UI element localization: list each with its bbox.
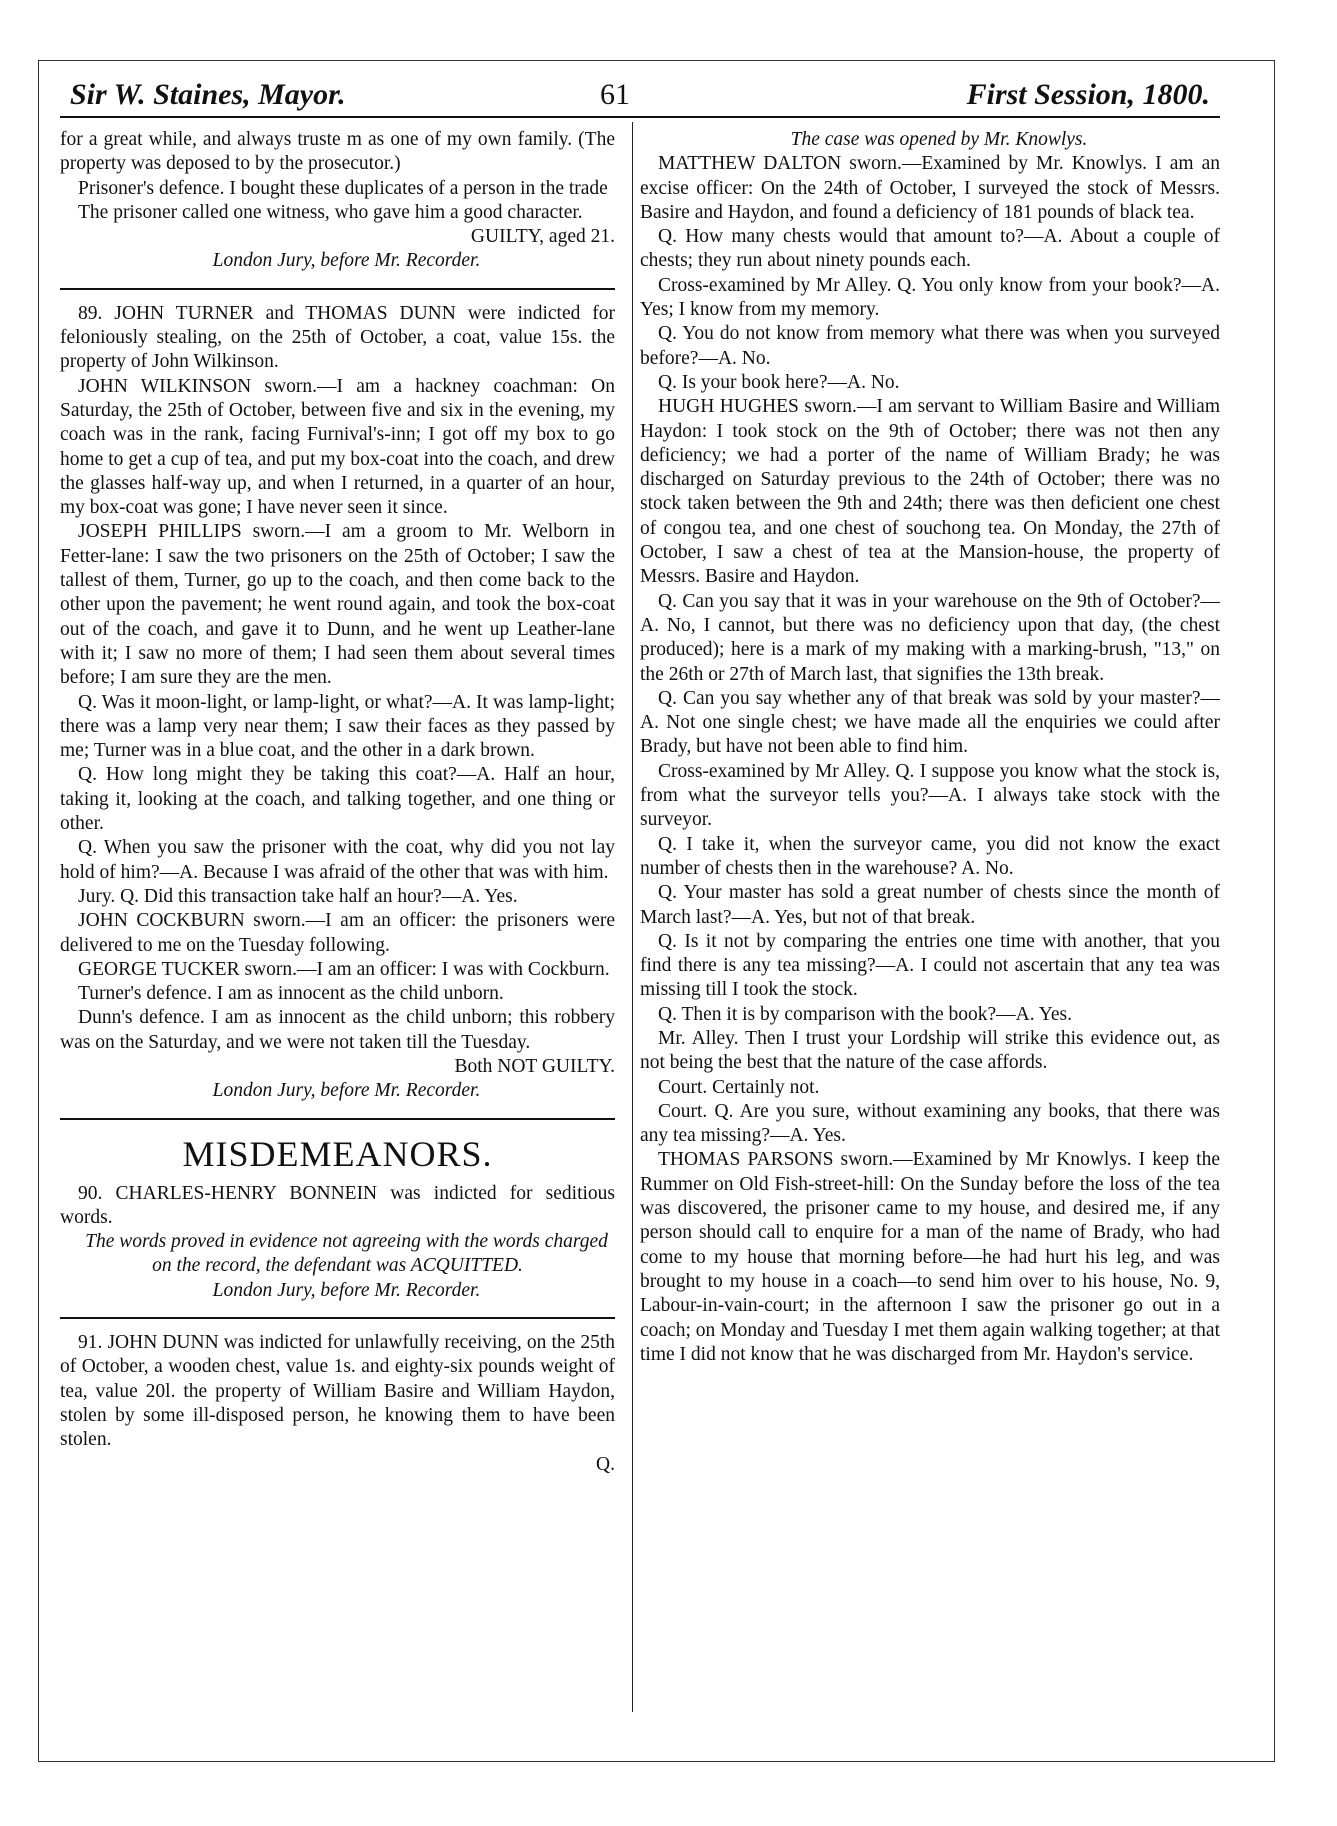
jury-line: London Jury, before Mr. Recorder. xyxy=(212,1279,481,1301)
verdict: Both NOT GUILTY. xyxy=(454,1055,615,1077)
paragraph: The words proved in evidence not agreeing with the words charged on the record, the defendant was ACQUITTED. xyxy=(85,1231,608,1277)
verdict: GUILTY, aged 21. xyxy=(470,226,615,248)
paragraph: Cross-examined by Mr Alley. Q. I suppose you know what the stock is, from what the surveyor tells you?—A. I always take stock with the surveyor. xyxy=(640,760,1220,831)
paragraph: Prisoner's defence. I bought these duplicates of a person in the trade xyxy=(78,177,608,199)
running-header xyxy=(70,78,1210,118)
paragraph: Q. Your master has sold a great number of chests since the month of March last?—A. Yes, but not of that break. xyxy=(640,882,1220,928)
paragraph: JOSEPH PHILLIPS sworn.—I am a groom to Mr. Welborn in Fetter-lane: I saw the two prisoners on the 25th of October; I saw the tallest of them, Turner, go up to the coach, and then come back to the other upon the pavement; he went round again, and took the box-coat out of the coach, and gave it to Dunn, and he went up Leather-lane with it; I saw no more of them; I had seen them about several times before; I am sure they are the men. xyxy=(60,521,615,689)
paragraph: Q. Is it not by comparing the entries one time with another, that you find there is any tea missing?—A. I could not ascertain that any tea was missing till I took the stock. xyxy=(640,930,1220,1001)
paragraph: Q. You do not know from memory what there was when you surveyed before?—A. No. xyxy=(640,323,1220,369)
paragraph: Q. I take it, when the surveyor came, you did not know the exact number of chests then in the warehouse? A. No. xyxy=(640,833,1220,879)
left-column xyxy=(60,128,615,1477)
paragraph: JOHN WILKINSON sworn.—I am a hackney coachman: On Saturday, the 25th of October, between five and six in the evening, my coach was in the rank, facing Furnival's-inn; I got off my box to go home to get a cup of tea, and put my box-coat into the coach, and drew the glasses half-way up, and when I returned, in a quarter of an hour, my box-coat was gone; I have never seen it since. xyxy=(60,375,615,519)
paragraph: Q. Then it is by comparison with the book?—A. Yes. xyxy=(658,1003,1072,1025)
header-rule xyxy=(60,116,1220,118)
section-heading: MISDEMEANORS. xyxy=(182,1133,493,1174)
paragraph: Court. Certainly not. xyxy=(658,1076,820,1098)
case-heading: 90. CHARLES-HENRY BONNEIN was indicted for seditious words. xyxy=(60,1182,615,1228)
case-heading: 91. JOHN DUNN was indicted for unlawfully receiving, on the 25th of October, a wooden chest, value 1s. and eighty-six pounds weight of tea, value 20l. the property of William Basire and William Haydon, stolen by some ill-disposed person, he knowing them to have been stolen. xyxy=(60,1332,615,1451)
paragraph: Q. Was it moon-light, or lamp-light, or what?—A. It was lamp-light; there was a lamp very near them; I saw their faces as they passed by me; Turner was in a blue coat, and the other in a dark brown. xyxy=(60,691,615,762)
paragraph: Q. Is your book here?—A. No. xyxy=(658,371,900,393)
paragraph: The case was opened by Mr. Knowlys. xyxy=(790,129,1088,150)
paragraph: for a great while, and always truste m as one of my own family. (The property was deposed to by the prosecutor.) xyxy=(60,129,615,175)
paragraph: HUGH HUGHES sworn.—I am servant to William Basire and William Haydon: I took stock on the 9th of October; there was not then any deficiency; we had a porter of the name of William Brady; he was discharged on Saturday previous to the 24th of October; there was no stock taken between the 9th and 24th; there was then deficient one chest of congou tea, and one chest of souchong tea. On Monday, the 27th of October, I saw a chest of tea at the Mansion-house, the property of Messrs. Basire and Haydon. xyxy=(640,396,1220,588)
jury-line: London Jury, before Mr. Recorder. xyxy=(212,1080,481,1102)
section-rule xyxy=(60,1118,615,1120)
catchword: Q. xyxy=(596,1453,615,1475)
paragraph: Dunn's defence. I am as innocent as the child unborn; this robbery was on the Saturday, and we were not taken till the Tuesday. xyxy=(60,1007,615,1053)
paragraph: Turner's defence. I am as innocent as the child unborn. xyxy=(78,983,504,1005)
paragraph: JOHN COCKBURN sworn.—I am an officer: the prisoners were delivered to me on the Tuesday following. xyxy=(60,910,615,956)
paragraph: Court. Q. Are you sure, without examining any books, that there was any tea missing?—A. Yes. xyxy=(640,1100,1220,1147)
paragraph: Q. Can you say that it was in your warehouse on the 9th of October?—A. No, I cannot, but there was no deficiency upon that day, (the chest produced); here is a mark of my making with a marking-brush, "13," on the 26th or 27th of March last, that signifies the 13th break. xyxy=(640,590,1220,685)
paragraph: Q. How long might they be taking this coat?—A. Half an hour, taking it, looking at the coach, and talking together, and one thing or other. xyxy=(60,764,615,835)
paragraph: GEORGE TUCKER sworn.—I am an officer: I was with Cockburn. xyxy=(78,958,610,980)
paragraph: Q. Can you say whether any of that break was sold by your master?—A. Not one single chest; we have made all the enquiries we could after Brady, but have not been able to find him. xyxy=(640,687,1220,758)
paragraph: MATTHEW DALTON sworn.—Examined by Mr. Knowlys. I am an excise officer: On the 24th of October, I surveyed the stock of Messrs. Basire and Haydon, and found a deficiency of 181 pounds of black tea. xyxy=(640,153,1220,223)
header-mayor: Sir W. Staines, Mayor. xyxy=(70,78,346,111)
paragraph: Cross-examined by Mr Alley. Q. You only know from your book?—A. Yes; I know from my memory. xyxy=(640,274,1220,321)
paragraph: Mr. Alley. Then I trust your Lordship will strike this evidence out, as not being the best that the nature of the case affords. xyxy=(640,1027,1220,1074)
page-number: 61 xyxy=(600,78,630,111)
header-session: First Session, 1800. xyxy=(966,78,1210,111)
paragraph: The prisoner called one witness, who gave him a good character. xyxy=(78,201,583,223)
section-rule xyxy=(60,1317,615,1319)
jury-line: London Jury, before Mr. Recorder. xyxy=(212,250,481,272)
column-divider xyxy=(632,122,633,1712)
paragraph: THOMAS PARSONS sworn.—Examined by Mr Knowlys. I keep the Rummer on Old Fish-street-hill: On the Sunday before the loss of the tea was discovered, the prisoner came to my house, and desired me, if any person should call to enquire for a man of the name of Brady, who had come to my house that morning before—he had hurt his leg, and was brought to my house in a coach—to send him over to his house, No. 9, Labour-in-vain-court; in the afternoon I saw the prisoner go out in a coach; on Monday and Tuesday I met them again walking together; at that time I did not know that he was discharged from Mr. Haydon's service. xyxy=(640,1149,1220,1365)
paragraph: Jury. Q. Did this transaction take half an hour?—A. Yes. xyxy=(78,885,518,907)
paragraph: Q. How many chests would that amount to?—A. About a couple of chests; they run about ninety pounds each. xyxy=(640,226,1220,272)
case-heading: 89. JOHN TURNER and THOMAS DUNN were indicted for feloniously stealing, on the 25th of October, a coat, value 15s. the property of John Wilkinson. xyxy=(60,302,615,373)
section-rule xyxy=(60,288,615,290)
right-column xyxy=(640,128,1220,1367)
paragraph: Q. When you saw the prisoner with the coat, why did you not lay hold of him?—A. Because I was afraid of the other that was with him. xyxy=(60,837,615,883)
